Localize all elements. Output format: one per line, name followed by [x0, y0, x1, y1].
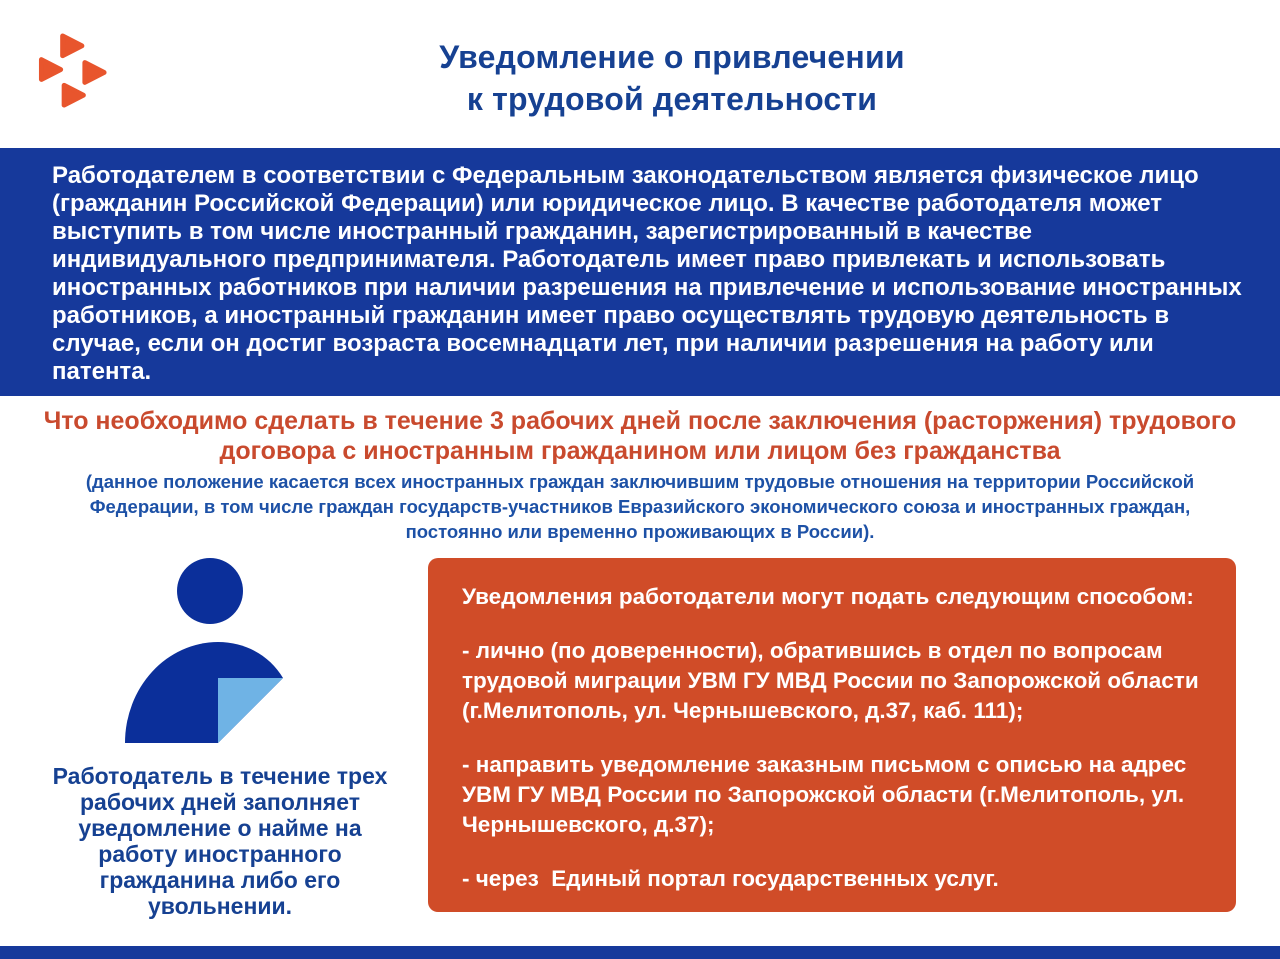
- methods-box: [428, 558, 1236, 912]
- employer-person-icon: [118, 550, 318, 750]
- section-note: (данное положение касается всех иностранных граждан заключившим трудовые отношения на территории Российской Федерации, в том числе граждан государств-участников Евразийского экономического союза и иностранных граждан, постоянно или временно проживающих в России).: [85, 471, 1195, 542]
- intro-banner-text: Работодателем в соответствии с Федеральным законодательством является физическое лицо (гражданин Российской Федерации) или юридическое лицо. В качестве работодателя может выступить в том числе иностранный гражданин, зарегистрированный в качестве индивидуального предпринимателя. Работодатель имеет право привлекать и использовать иностранных работников при наличии разрешения на привлечение и использование иностранных работников, а иностранный гражданин имеет право осуществлять трудовую деятельность в случае, если он достиг возраста восемнадцати лет, при наличии разрешения на работу или патента.: [52, 162, 1242, 385]
- methods-intro: Уведомления работодатели могут подать следующим способом:: [462, 584, 1194, 609]
- employer-duty-text: Работодатель в течение трех рабочих дней заполняет уведомление о найме на работу иностранного гражданина либо его увольнении.: [52, 763, 388, 919]
- page-title-line2: к трудовой деятельности: [466, 81, 878, 117]
- section-heading: Что необходимо сделать в течение 3 рабочих дней после заключения (расторжения) трудового договора с иностранным гражданином или лицом без гражданства: [43, 407, 1237, 465]
- intro-banner: [0, 148, 1280, 396]
- footer-strip: [0, 946, 1280, 959]
- page-title: [64, 36, 1280, 120]
- method-item-in-person: - лично (по доверенности), обратившись в отдел по вопросам трудовой миграции УВМ ГУ МВД России по Запорожской области (г.Мелитополь, ул. Чернышевского, д.37, каб. 111);: [462, 638, 1205, 723]
- method-item-gosuslugi-portal: - через Единый портал государственных услуг.: [462, 866, 999, 891]
- method-item-registered-mail: - направить уведомление заказным письмом с описью на адрес УВМ ГУ МВД России по Запорожской области (г.Мелитополь, ул. Чернышевского, д.37);: [462, 752, 1193, 837]
- page-title-line1: Уведомление о привлечении: [439, 39, 905, 75]
